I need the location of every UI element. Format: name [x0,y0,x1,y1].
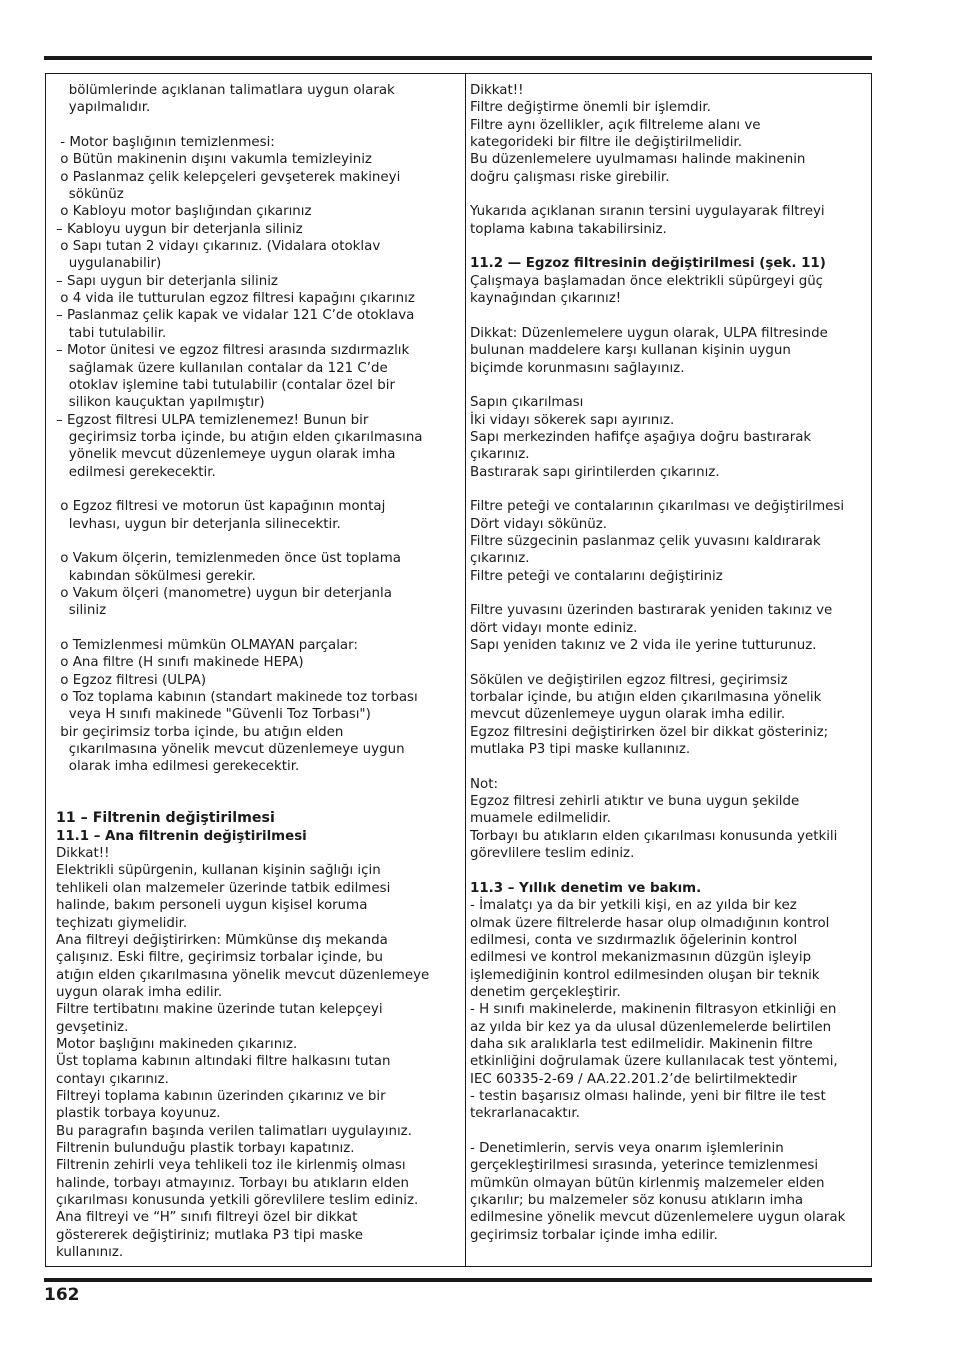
blank-line [470,1123,868,1140]
text-line: o Sapı tutan 2 vidayı çıkarınız. (Vidalara otoklav [56,239,381,255]
text-line: Sapı merkezinden hafifçe aşağıya doğru bastırarak [470,429,812,445]
section-heading: 11 – Filtrenin değiştirilmesi [56,810,275,827]
text-line: o Toz toplama kabının (standart makinede toz torbası [56,690,418,706]
text-line: mutlaka P3 tipi maske kullanınız. [470,742,691,758]
blank-line [56,533,462,550]
text-line: atığın elden çıkarılmasına yönelik mevcut düzenlemeye [56,967,430,983]
section-heading: 11.1 – Ana filtrenin değiştirilmesi [56,828,307,844]
text-line: o Bütün makinenin dışını vakumla temizleyiniz [56,152,372,168]
text-line: Bu düzenlemelere uyulmaması halinde makinenin [470,152,806,168]
text-line: IEC 60335-2-69 / AA.22.201.2’de belirtilmektedir [470,1071,798,1087]
text-line: bulunan maddelere karşı kullanan kişinin uygun [470,343,791,359]
text-line: Filtre aynı özellikler, açık filtreleme alanı ve [470,117,761,133]
text-line: Bastırarak sapı girintilerden çıkarınız. [470,464,720,480]
text-line: – Sapı uygun bir deterjanla siliniz [56,273,278,289]
blank-line [470,654,868,671]
text-line: edilmesi, conta ve sızdırmazlık öğelerinin kontrol [470,932,798,948]
text-line: olarak imha edilmesi gerekecektir. [56,759,300,775]
text-line: Yukarıda açıklanan sıranın tersini uygulayarak filtreyi [470,204,825,220]
text-line: Ana filtreyi ve “H” sınıfı filtreyi özel bir dikkat [56,1210,358,1226]
text-line: Filtre peteği ve contalarını değiştiriniz [470,568,723,584]
text-line: - Motor başlığının temizlenmesi: [56,135,275,151]
text-line: Filtrenin zehirli veya tehlikeli toz ile kirlenmiş olması [56,1158,406,1174]
text-line: – Motor ünitesi ve egzoz filtresi arasında sızdırmazlık [56,343,410,359]
blank-line [470,585,868,602]
text-line: o Paslanmaz çelik kelepçeleri gevşeterek makineyi [56,169,401,185]
text-line: bir geçirimsiz torba içinde, bu atığın elden [56,724,344,740]
text-line: - Denetimlerin, servis veya onarım işlemlerinin [470,1140,784,1156]
text-line: Motor başlığını makineden çıkarınız. [56,1036,298,1052]
text-line: edilmesi gerekecektir. [56,464,216,480]
blank-line [470,307,868,324]
text-line: İki vidayı sökerek sapı ayırınız. [470,412,675,428]
text-line: tehlikeli olan malzemeler üzerinde tatbik edilmesi [56,880,391,896]
text-line: Sapı yeniden takınız ve 2 vida ile yerine tutturunuz. [470,638,817,653]
text-line: Çalışmaya başlamadan önce elektrikli süpürgeyi güç [470,273,824,289]
text-line: Filtre yuvasını üzerinden bastırarak yeniden takınız ve [470,603,833,619]
text-line: geçirimsiz torba içinde, bu atığın elden çıkarılmasına [56,429,423,445]
text-line: tekrarlanacaktır. [470,1106,580,1122]
blank-line [470,758,868,775]
text-line: çıkarılması konusunda yetkili görevlilere teslim ediniz. [56,1193,419,1208]
text-line: o Egzoz filtresi ve motorun üst kapağının montaj [56,499,386,515]
text-line: – Egzost filtresi ULPA temizlenemez! Bunun bir [56,412,369,428]
text-line: çıkarılmasına yönelik mevcut düzenlemeye uygun [56,742,405,758]
column-divider [465,73,466,1267]
text-line: Üst toplama kabının altındaki filtre halkasını tutan [56,1054,391,1070]
text-line: az yılda bir kez ya da ulusal düzenlemelerde belirtilen [470,1019,832,1035]
text-line: halinde, bakım personeli uygun kişisel koruma [56,898,368,914]
text-line: yönelik mevcut düzenlemeye uygun olarak imha [56,447,396,463]
text-line: - testin başarısız olması halinde, yeni bir filtre ile test [470,1088,826,1104]
text-line: bölümlerinde açıklanan talimatlara uygun olarak [56,83,395,98]
blank-line [470,481,868,498]
text-line: Ana filtreyi değiştirirken: Mümkünse dış mekanda [56,932,388,948]
text-line: Dikkat: Düzenlemelere uygun olarak, ULPA filtresinde [470,325,828,341]
text-line: Torbayı bu atıkların elden çıkarılması konusunda yetkili [470,828,838,844]
text-line: Filtre peteği ve contalarının çıkarılması ve değiştirilmesi [470,499,845,515]
text-line: - İmalatçı ya da bir yetkili kişi, en az yılda bir kez [470,898,797,914]
text-line: geçirimsiz torbalar içinde imha edilir. [470,1227,718,1243]
text-line: kategorideki bir filtre ile değiştirilmelidir. [470,135,742,151]
text-line: muamele edilmelidir. [470,811,611,827]
top-rule [44,56,872,60]
text-line: Not: [470,776,498,792]
blank-line [56,117,462,134]
text-line: o Vakum ölçerin, temizlenmeden önce üst toplama [56,551,402,567]
text-line: biçimde korunmasını sağlayınız. [470,360,685,376]
text-line: yapılmalıdır. [56,100,151,116]
text-line: siliniz [56,603,107,619]
blank-line [470,377,868,394]
blank-line [470,238,868,255]
text-line: olmak üzere filtrelerde hasar olup olmadığının kontrol [470,915,830,931]
text-line: Filtreyi toplama kabının üzerinden çıkarınız ve bir [56,1088,386,1104]
text-line: halinde, torbayı atmayınız. Torbayı bu atıkların elden [56,1175,409,1191]
text-line: Dikkat!! [56,846,110,862]
text-line: Egzoz filtresi zehirli atıktır ve buna uygun şekilde [470,794,800,810]
text-line: edilmesi ve kontrol mekanizmasının düzgün işleyip [470,950,812,966]
text-line: - H sınıfı makinelerde, makinenin filtrasyon etkinliği en [470,1002,837,1018]
text-line: contayı çıkarınız. [56,1071,169,1087]
text-line: o Ana filtre (H sınıfı makinede HEPA) [56,655,304,671]
blank-line [56,481,462,498]
text-line: o Vakum ölçeri (manometre) uygun bir deterjanla [56,585,392,601]
text-line: kaynağından çıkarınız! [470,291,622,307]
text-line: görevlilere teslim ediniz. [470,846,635,862]
text-line: – Kabloyu uygun bir deterjanla siliniz [56,221,303,237]
text-line: teçhizatı giymelidir. [56,915,188,931]
text-line: – Paslanmaz çelik kapak ve vidalar 121 C’de otoklava [56,308,415,324]
text-line: Elektrikli süpürgenin, kullanan kişinin sağlığı için [56,863,381,879]
text-line: gevşetiniz. [56,1019,129,1035]
text-line: işlemediğinin kontrol edilmesinden oluşan bir teknik [470,967,820,983]
section-heading: 11.2 — Egzoz filtresinin değiştirilmesi (şek. 11) [470,256,826,272]
text-line: mümkün olmayan bütün kirlenmiş malzemeler elden [470,1175,825,1191]
text-line: sökünüz [56,187,124,203]
text-line: Bu paragrafın başında verilen talimatları uygulayınız. [56,1123,412,1139]
text-line: çıkarınız. [470,551,530,567]
text-line: o 4 vida ile tutturulan egzoz filtresi kapağını çıkarınız [56,291,415,307]
text-line: Filtrenin bulunduğu plastik torbayı kapatınız. [56,1140,355,1156]
blank-line [56,620,462,637]
text-line: o Temizlenmesi mümkün OLMAYAN parçalar: [56,638,358,653]
text-line: Dikkat!! [470,83,524,98]
text-line: o Kabloyu motor başlığından çıkarınız [56,204,312,220]
left-column [56,82,462,1261]
text-line: uygun olarak imha edilir. [56,984,223,1000]
blank-line [470,186,868,203]
text-line: Dört vidayı sökünüz. [470,516,608,532]
text-line: Filtre değiştirme önemli bir işlemdir. [470,100,711,116]
blank-line [56,793,462,810]
text-line: otoklav işlemine tabi tutulabilir (contalar özel bir [56,377,395,393]
text-line: edilmesine yönelik mevcut düzenlemelere uygun olarak [470,1210,846,1226]
text-line: kullanınız. [56,1245,124,1261]
text-line: mevcut düzenlemeye uygun olarak imha edilir. [470,707,786,723]
section-heading: 11.3 – Yıllık denetim ve bakım. [470,880,702,896]
text-line: gerçekleştirilmesi sırasında, yeterince temizlenmesi [470,1158,819,1174]
text-line: etkinliğini doğrulamak üzere kullanılacak test yöntemi, [470,1054,838,1070]
blank-line [470,862,868,879]
text-line: denetim gerçekleştirir. [470,984,621,1000]
blank-line [56,776,462,793]
text-line: Filtre tertibatını makine üzerinde tutan kelepçeyi [56,1002,383,1018]
text-line: torbalar içinde, bu atığın elden çıkarılmasına yönelik [470,690,822,706]
text-line: uygulanabilir) [56,256,162,272]
text-line: Sökülen ve değiştirilen egzoz filtresi, geçirimsiz [470,672,788,688]
text-line: daha sık aralıklarla test edilmelidir. Makinenin filtre [470,1036,813,1052]
text-line: veya H sınıfı makinede "Güvenli Toz Torbası") [56,707,371,723]
text-line: o Egzoz filtresi (ULPA) [56,672,207,688]
text-line: levhası, uygun bir deterjanla silinecektir. [56,516,341,532]
text-line: dört vidayı monte ediniz. [470,620,638,636]
text-line: tabi tutulabilir. [56,325,167,341]
text-line: kabından sökülmesi gerekir. [56,568,256,584]
text-line: doğru çalışması riske girebilir. [470,169,670,185]
page-number: 162 [44,1285,80,1305]
text-line: Egzoz filtresini değiştirirken özel bir dikkat gösteriniz; [470,724,829,740]
text-line: göstererek değiştiriniz; mutlaka P3 tipi maske [56,1227,363,1243]
text-line: Sapın çıkarılması [470,395,584,411]
bottom-rule [44,1278,872,1282]
text-line: çıkarınız. [470,447,530,463]
text-line: çalışınız. Eski filtre, geçirimsiz torbalar içinde, bu [56,950,383,966]
text-line: plastik torbaya koyunuz. [56,1106,221,1122]
text-line: sağlamak üzere kullanılan contalar da 121 C’de [56,360,388,376]
right-column [470,82,868,1244]
text-line: silikon kauçuktan yapılmıştır) [56,395,265,411]
text-line: Filtre süzgecinin paslanmaz çelik yuvasını kaldırarak [470,533,821,549]
text-line: çıkarılır; bu malzemeler söz konusu atıkların imha [470,1193,804,1208]
text-line: toplama kabına takabilirsiniz. [470,221,667,237]
